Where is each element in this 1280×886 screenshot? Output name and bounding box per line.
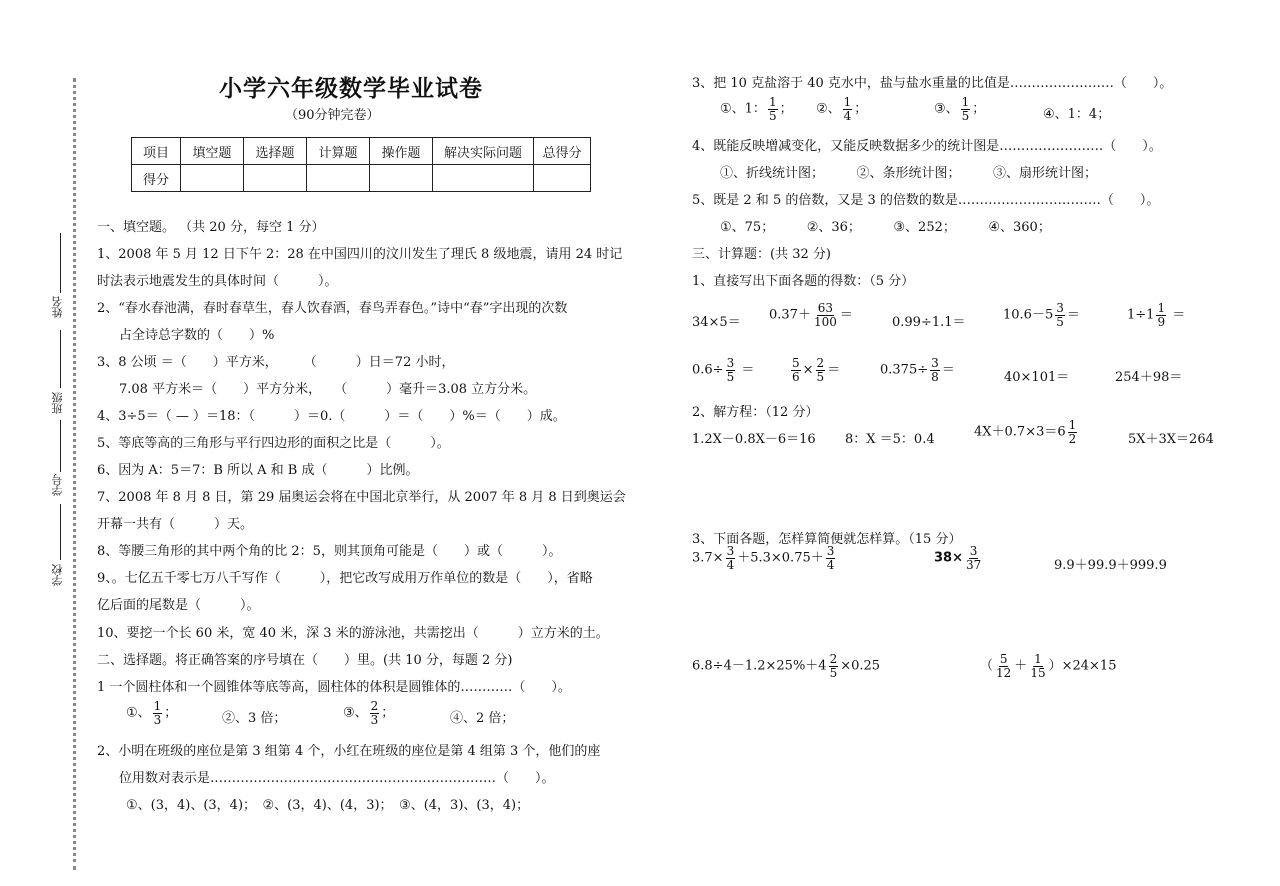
school-blank-line	[60, 504, 61, 560]
score-header-cell: 项目	[132, 138, 181, 165]
equation: 8：X ＝5：0.4	[845, 432, 935, 447]
calc-item: 40×101＝	[1004, 370, 1070, 385]
option-1: ①、1： $\frac{1}{5}$ ；	[720, 95, 793, 123]
option-1: ①、 $\frac{1}{3}$ ；	[126, 699, 178, 727]
question-text: 1 一个圆柱体和一个圆锥体等底等高，圆柱体的体积是圆锥体的…………（ ）。	[97, 680, 571, 695]
question-text: 5、等底等高的三角形与平行四边形的面积之比是（ ）。	[97, 436, 450, 451]
simplify-item: 38× $\frac{3}{37}$	[934, 544, 982, 572]
name-label: 姓名	[51, 296, 64, 318]
question-text: 3、把 10 克盐溶于 40 克水中，盐与盐水重量的比值是……………………（ ）。	[692, 76, 1173, 91]
score-header-cell: 计算题	[307, 138, 370, 165]
score-cell[interactable]	[244, 165, 307, 192]
question-text: 2、小明在班级的座位是第 3 组第 4 个，小红在班级的座位是第 4 组第 3 个，他们的座	[97, 744, 601, 759]
option-4: ④、1：4；	[1043, 107, 1111, 122]
simplify-item: 3.7× $\frac{3}{4}$ ＋5.3×0.75＋ $\frac{3}{4}$	[692, 544, 835, 572]
equation: 5X＋3X＝264	[1128, 432, 1214, 447]
number-blank-line	[60, 420, 61, 472]
option-3: ③、 $\frac{1}{5}$ ；	[934, 95, 986, 123]
question-text: 2、“春水春池满，春时春草生，春人饮春酒，春鸟弄春色。”诗中“春”字出现的次数	[97, 301, 568, 316]
score-table-header-row	[132, 138, 591, 165]
score-cell[interactable]	[433, 165, 534, 192]
question-text: 4、3÷5＝（ — ）＝18：（ ）＝0.（ ）＝（ ）%＝（ ）成。	[97, 409, 566, 424]
question-options: ①、75； ②、36； ③、252； ④、360；	[720, 220, 1051, 235]
score-table-row	[132, 165, 591, 192]
question-text: 3、8 公顷 ＝（ ）平方米， （ ）日＝72 小时，	[97, 355, 455, 370]
calc-item: 0.375÷ $\frac{3}{8}$ ＝	[880, 356, 955, 384]
binding-dotted-line	[73, 78, 76, 870]
question-text: 亿后面的尾数是（ ）。	[97, 598, 260, 613]
question-text: 8、等腰三角形的其中两个角的比 2：5，则其顶角可能是（ ）或（ ）。	[97, 544, 562, 559]
calc-item: 10.6－5 $\frac{3}{5}$ ＝	[1003, 301, 1080, 329]
equation: 1.2X－0.8X－6＝16	[692, 432, 816, 447]
simplify-item: 9.9＋99.9＋999.9	[1054, 558, 1167, 573]
calc-item: 254＋98＝	[1115, 370, 1183, 385]
part-heading: 2、解方程：（12 分）	[692, 405, 819, 420]
calc-item: $\frac{5}{6}$ × $\frac{2}{5}$ ＝	[792, 356, 841, 384]
question-text: 开幕一共有（ ）天。	[97, 517, 254, 532]
option-4: ④、2 倍；	[450, 711, 515, 726]
calc-item: 0.37＋ $\frac{63}{100}$ ＝	[769, 301, 853, 329]
class-label: 班级	[51, 392, 64, 414]
section1-heading: 一、填空题。 （共 20 分，每空 1 分）	[97, 220, 325, 235]
score-cell[interactable]	[534, 165, 591, 192]
section3-heading: 三、计算题：(共 32 分)	[692, 247, 831, 262]
calc-item: 0.99÷1.1＝	[892, 315, 966, 330]
score-table	[131, 137, 591, 192]
question-text: 1、2008 年 5 月 12 日下午 2：28 在中国四川的汶川发生了理氏 8 级地震，请用 24 时记	[97, 247, 623, 262]
score-cell[interactable]	[370, 165, 433, 192]
score-header-cell: 解决实际问题	[433, 138, 534, 165]
question-text: 9、。七亿五千零七万八千写作（ ），把它改写成用万作单位的数是（ ），省略	[97, 571, 593, 586]
score-header-cell: 选择题	[244, 138, 307, 165]
page-title: 小学六年级数学毕业试卷	[219, 75, 483, 102]
page-subtitle: （90分钟完卷）	[285, 108, 380, 123]
school-label: 学校	[51, 564, 64, 586]
question-text: 位用数对表示是…………………………………………………………（ ）。	[119, 771, 555, 786]
question-text: 5、既是 2 和 5 的倍数，又是 3 的倍数的数是……………………………（ ）。	[692, 193, 1160, 208]
score-cell[interactable]	[181, 165, 244, 192]
score-header-cell: 操作题	[370, 138, 433, 165]
equation: 4X＋0.7×3＝6 $\frac{1}{2}$	[974, 418, 1077, 446]
score-cell[interactable]	[307, 165, 370, 192]
section2-heading: 二、选择题。将正确答案的序号填在（ ）里。(共 10 分，每题 2 分)	[97, 653, 513, 668]
number-label: 学号	[51, 474, 64, 496]
question-text: 6、因为 A：5＝7：B 所以 A 和 B 成（ ）比例。	[97, 463, 419, 478]
option-2: ②、 $\frac{1}{4}$ ；	[816, 95, 868, 123]
class-blank-line	[60, 330, 61, 388]
simplify-item: 6.8÷4－1.2×25%＋4 $\frac{2}{5}$ ×0.25	[692, 652, 881, 680]
score-header-cell: 总得分	[534, 138, 591, 165]
name-blank-line	[60, 233, 61, 293]
option-2: ②、3 倍；	[222, 711, 287, 726]
question-text: 时法表示地震发生的具体时间（ ）。	[97, 274, 338, 289]
question-text: 7、2008 年 8 月 8 日，第 29 届奥运会将在中国北京举行，从 2007 年 8 月 8 日到奥运会	[97, 490, 626, 505]
question-text: 10、要挖一个长 60 米，宽 40 米，深 3 米的游泳池，共需挖出（ ）立方米的土。	[97, 626, 609, 641]
score-header-cell: 填空题	[181, 138, 244, 165]
option-3: ③、 $\frac{2}{3}$ ；	[343, 699, 395, 727]
calc-item: 34×5＝	[692, 315, 741, 330]
calc-item: 1÷1 $\frac{1}{9}$ ＝	[1127, 301, 1186, 329]
question-text: 7.08 平方米＝（ ）平方分米， （ ）毫升＝3.08 立方分米。	[119, 382, 537, 397]
score-row-label: 得分	[132, 165, 181, 192]
question-options: ①、折线统计图； ②、条形统计图； ③、扇形统计图；	[720, 166, 1098, 181]
part-heading: 3、下面各题，怎样算简便就怎样算。（15 分）	[692, 532, 962, 547]
part-heading: 1、直接写出下面各题的得数：（5 分）	[692, 274, 915, 289]
simplify-item: （ $\frac{5}{12}$ ＋ $\frac{1}{15}$ ）×24×15	[980, 652, 1117, 680]
question-text: 占全诗总字数的（ ）%	[119, 328, 275, 343]
question-text: 4、既能反映增减变化，又能反映数据多少的统计图是……………………（ ）。	[692, 139, 1162, 154]
question-options: ①、(3，4)、(3，4)； ②、(3，4)、(4，3)； ③、(4，3)、(3，4)；	[126, 798, 530, 813]
calc-item: 0.6÷ $\frac{3}{5}$ ＝	[692, 356, 755, 384]
